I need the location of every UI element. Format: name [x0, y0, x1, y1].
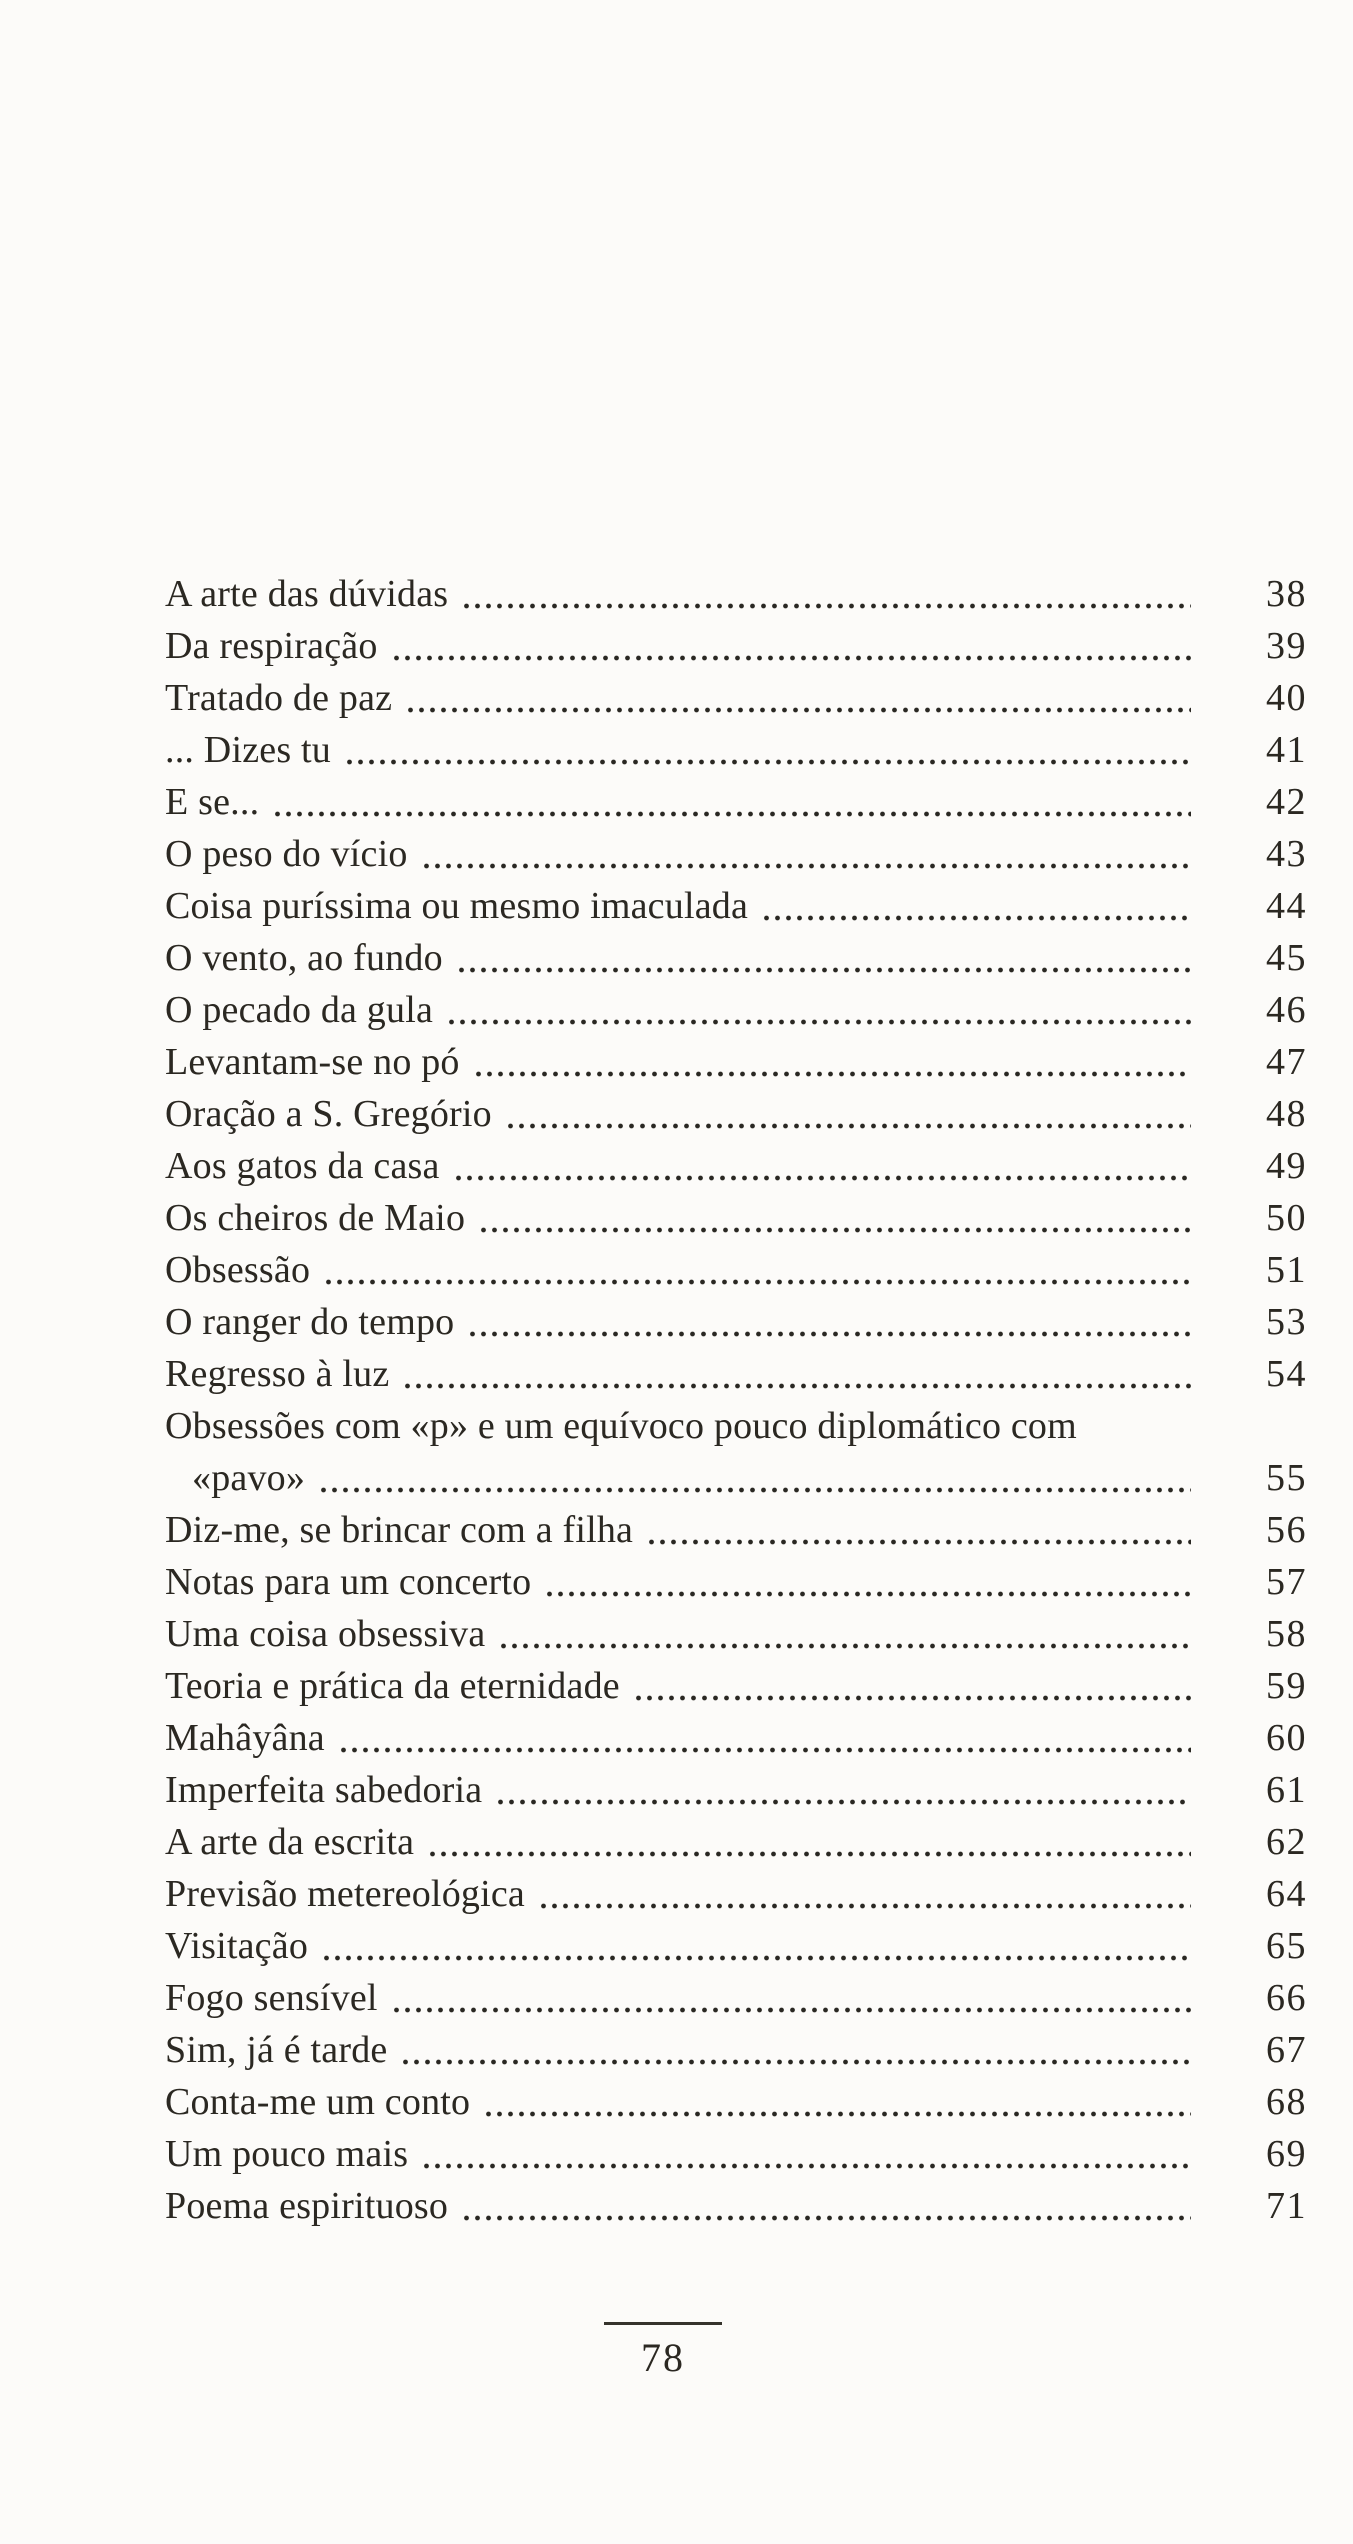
dot-leader — [620, 1660, 1219, 1712]
toc-entry-title: Tratado de paz — [165, 677, 393, 719]
toc-entry — [165, 1244, 1307, 1296]
dot-leader — [748, 880, 1219, 932]
toc-entry-title: Diz-me, se brincar com a filha — [165, 1509, 634, 1551]
toc-entry-page-number: 71 — [1266, 2185, 1307, 2227]
dot-leader — [460, 1036, 1219, 1088]
toc-entry — [165, 1920, 1307, 1972]
toc-entry-page-number: 62 — [1266, 1821, 1307, 1863]
toc-entry-page-number: 40 — [1266, 677, 1307, 719]
toc-entry-page-number: 58 — [1266, 1613, 1307, 1655]
toc-entry-page-number: 46 — [1266, 989, 1307, 1031]
dot-leader — [310, 1244, 1219, 1296]
toc-entry-page-number: 43 — [1266, 833, 1307, 875]
toc-entry-page-number: 48 — [1266, 1093, 1307, 1135]
toc-entry — [165, 620, 1307, 672]
toc-entry-page-number: 41 — [1266, 729, 1307, 771]
toc-entry-page-number: 65 — [1266, 1925, 1307, 1967]
toc-entry-title: Aos gatos da casa — [165, 1145, 440, 1187]
toc-entry-title: Teoria e prática da eternidade — [165, 1665, 620, 1707]
toc-entry-title: Levantam-se no pó — [165, 1041, 460, 1083]
dot-leader — [454, 1296, 1219, 1348]
toc-entry — [165, 1296, 1307, 1348]
toc-entry — [165, 1192, 1307, 1244]
toc-entry-title: Regresso à luz — [165, 1353, 390, 1395]
toc-entry — [165, 1868, 1307, 1920]
toc-entry-title: Conta-me um conto — [165, 2081, 471, 2123]
toc-entry — [165, 1036, 1307, 1088]
toc-entry-page-number: 59 — [1266, 1665, 1307, 1707]
toc-entry-title: A arte da escrita — [165, 1821, 415, 1863]
toc-entry-title: O ranger do tempo — [165, 1301, 455, 1343]
toc-entry — [165, 1556, 1307, 1608]
toc-entry-page-number: 42 — [1266, 781, 1307, 823]
toc-entry-title: Imperfeita sabedoria — [165, 1769, 483, 1811]
toc-entry-page-number: 69 — [1266, 2133, 1307, 2175]
toc-entry — [165, 724, 1307, 776]
toc-entry — [165, 1972, 1307, 2024]
toc-entry-title: ... Dizes tu — [165, 729, 331, 771]
toc-entry — [165, 2128, 1307, 2180]
toc-entry-title: Oração a S. Gregório — [165, 1093, 492, 1135]
toc-entry-title: Mahâyâna — [165, 1717, 325, 1759]
dot-leader — [387, 2024, 1219, 2076]
dot-leader — [525, 1868, 1219, 1920]
toc-entry-title: Previsão metereológica — [165, 1873, 525, 1915]
toc-entry-title: Notas para um concerto — [165, 1561, 532, 1603]
dot-leader — [433, 984, 1219, 1036]
dot-leader — [331, 724, 1219, 776]
dot-leader — [1077, 1400, 1307, 1452]
toc-entry-title: Obsessões com «p» e um equívoco pouco diplomático com — [165, 1405, 1077, 1447]
dot-leader — [443, 932, 1219, 984]
toc-entry — [165, 1088, 1307, 1140]
toc-entry-title: E se... — [165, 781, 260, 823]
toc-entry-page-number: 64 — [1266, 1873, 1307, 1915]
toc-entry-page-number: 53 — [1266, 1301, 1307, 1343]
dot-leader — [633, 1504, 1219, 1556]
toc-entry-title: Um pouco mais — [165, 2133, 409, 2175]
toc-entry-title: «pavo» — [192, 1457, 306, 1499]
dot-leader — [408, 828, 1219, 880]
dot-leader — [482, 1764, 1219, 1816]
toc-entry — [165, 672, 1307, 724]
toc-entry-title: Poema espirituoso — [165, 2185, 449, 2227]
dot-leader — [440, 1140, 1219, 1192]
toc-entry — [165, 2180, 1307, 2232]
folio-page-number: 78 — [641, 2335, 685, 2380]
toc-entry — [165, 1660, 1307, 1712]
toc-entry-title: Uma coisa obsessiva — [165, 1613, 486, 1655]
footer-divider-rule — [604, 2322, 722, 2325]
toc-entry — [165, 1816, 1307, 1868]
dot-leader — [378, 1972, 1219, 2024]
toc-entry — [165, 568, 1307, 620]
dot-leader — [448, 568, 1219, 620]
toc-entry-page-number: 38 — [1266, 573, 1307, 615]
toc-entry-page-number: 61 — [1266, 1769, 1307, 1811]
toc-entry-page-number: 55 — [1266, 1457, 1307, 1499]
dot-leader — [305, 1452, 1219, 1504]
toc-entry — [165, 1348, 1307, 1400]
toc-entry-page-number: 45 — [1266, 937, 1307, 979]
toc-entry-title: Coisa puríssima ou mesmo imaculada — [165, 885, 749, 927]
dot-leader — [408, 2128, 1219, 2180]
toc-entry — [165, 1400, 1307, 1452]
toc-entry-page-number: 57 — [1266, 1561, 1307, 1603]
toc-entry — [165, 1504, 1307, 1556]
dot-leader — [414, 1816, 1219, 1868]
dot-leader — [470, 2076, 1219, 2128]
dot-leader — [378, 620, 1219, 672]
dot-leader — [308, 1920, 1219, 1972]
toc-entry-page-number: 60 — [1266, 1717, 1307, 1759]
toc-entry — [165, 984, 1307, 1036]
toc-entry — [165, 1608, 1307, 1660]
toc-entry-page-number: 54 — [1266, 1353, 1307, 1395]
toc-entry-title: O vento, ao fundo — [165, 937, 443, 979]
toc-entry-page-number: 67 — [1266, 2029, 1307, 2071]
toc-entry-page-number: 39 — [1266, 625, 1307, 667]
toc-entry-title: Sim, já é tarde — [165, 2029, 388, 2071]
toc-entry-title: O pecado da gula — [165, 989, 434, 1031]
toc-entry — [165, 880, 1307, 932]
toc-entry — [165, 1140, 1307, 1192]
dot-leader — [485, 1608, 1219, 1660]
toc-entry — [165, 2024, 1307, 2076]
toc-entry-page-number: 51 — [1266, 1249, 1307, 1291]
toc-entry-page-number: 44 — [1266, 885, 1307, 927]
toc-entry-title: A arte das dúvidas — [165, 573, 449, 615]
toc-entry-title: Fogo sensível — [165, 1977, 378, 2019]
dot-leader — [392, 672, 1219, 724]
toc-entry-page-number: 66 — [1266, 1977, 1307, 2019]
toc-entry-page-number: 50 — [1266, 1197, 1307, 1239]
toc-entry — [165, 1452, 1307, 1504]
dot-leader — [325, 1712, 1219, 1764]
dot-leader — [259, 776, 1219, 828]
toc-entry — [165, 776, 1307, 828]
dot-leader — [492, 1088, 1219, 1140]
toc-entry-title: Visitação — [165, 1925, 309, 1967]
toc-entry-page-number: 47 — [1266, 1041, 1307, 1083]
dot-leader — [531, 1556, 1219, 1608]
table-of-contents — [165, 568, 1307, 2232]
toc-entry-page-number: 49 — [1266, 1145, 1307, 1187]
toc-entry-page-number: 68 — [1266, 2081, 1307, 2123]
toc-entry — [165, 2076, 1307, 2128]
dot-leader — [389, 1348, 1219, 1400]
toc-entry-title: Os cheiros de Maio — [165, 1197, 466, 1239]
toc-entry-title: Obsessão — [165, 1249, 311, 1291]
dot-leader — [465, 1192, 1219, 1244]
dot-leader — [448, 2180, 1219, 2232]
toc-entry — [165, 932, 1307, 984]
toc-entry — [165, 1764, 1307, 1816]
toc-entry — [165, 828, 1307, 880]
toc-entry-title: O peso do vício — [165, 833, 408, 875]
toc-entry-title: Da respiração — [165, 625, 378, 667]
toc-entry-page-number: 56 — [1266, 1509, 1307, 1551]
toc-entry — [165, 1712, 1307, 1764]
